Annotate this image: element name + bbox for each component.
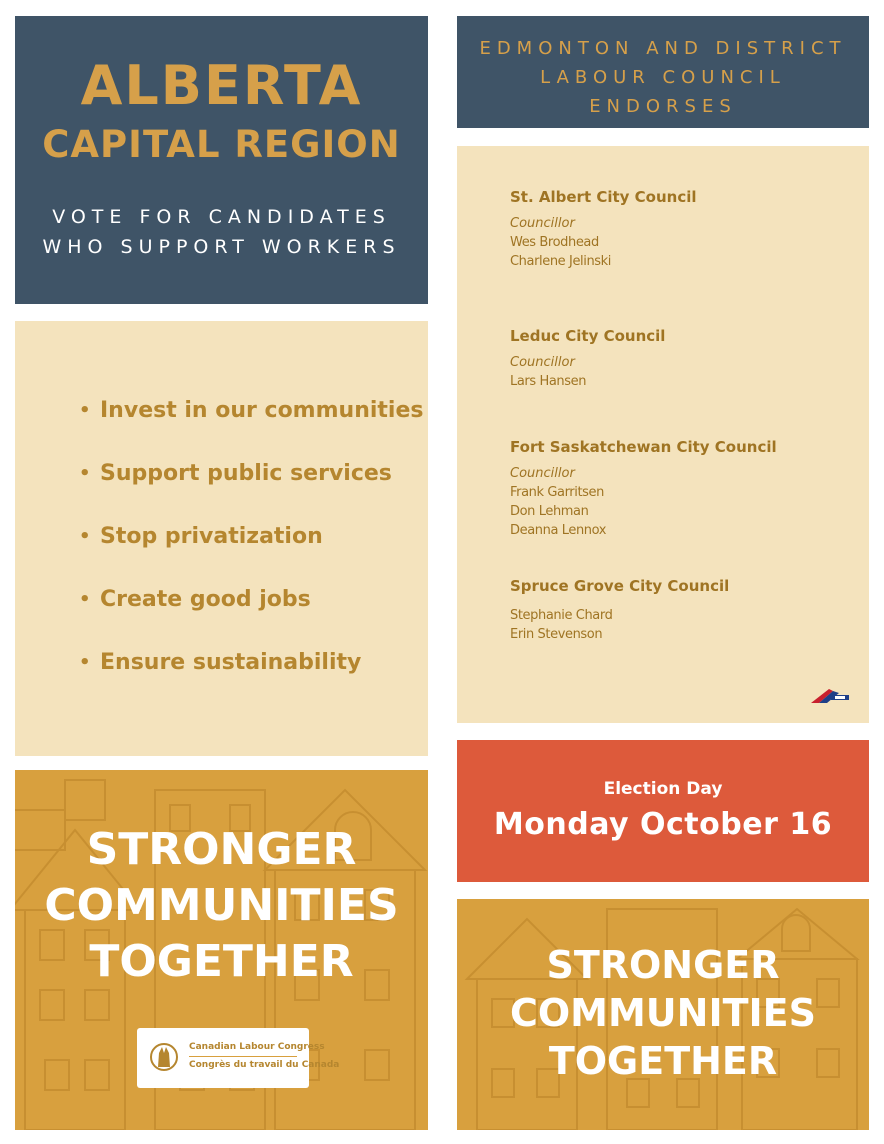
priority-item: • Invest in our communities	[79, 396, 423, 459]
tagline-line-1: VOTE FOR CANDIDATES	[52, 206, 391, 228]
candidate-name: Erin Stevenson	[510, 627, 603, 642]
clc-emblem-icon	[149, 1037, 179, 1077]
priority-item: • Support public services	[79, 459, 423, 522]
election-day-panel	[457, 740, 869, 882]
council-name: Spruce Grove City Council	[510, 577, 730, 595]
bullet: •	[79, 400, 91, 421]
bullet: •	[79, 463, 91, 484]
council-name: Fort Saskatchewan City Council	[510, 438, 777, 456]
council-role: Councillor	[510, 466, 575, 481]
candidate-name: Lars Hansen	[510, 374, 587, 389]
clc-logo	[137, 1028, 340, 1088]
candidate-name: Frank Garritsen	[510, 485, 604, 500]
endorsements-panel	[457, 146, 869, 723]
slogan-text: STRONGER COMMUNITIES TOGETHER	[509, 943, 816, 1083]
candidate-name: Stephanie Chard	[510, 608, 613, 623]
title-line-1: ALBERTA	[80, 54, 363, 117]
tagline-line-2: WHO SUPPORT WORKERS	[42, 236, 401, 258]
council-st-albert	[510, 187, 850, 271]
title-line-2: CAPITAL REGION	[42, 123, 401, 166]
candidate-name: Charlene Jelinski	[510, 254, 612, 269]
clc-name-french: Congrès du travail du Canada	[189, 1060, 340, 1070]
priorities-list	[79, 396, 423, 711]
council-spruce-grove	[510, 576, 850, 644]
clc-divider	[189, 1056, 297, 1057]
council-name: Leduc City Council	[510, 327, 666, 345]
council-name: St. Albert City Council	[510, 188, 697, 206]
candidate-name: Don Lehman	[510, 504, 589, 519]
bullet: •	[79, 589, 91, 610]
priority-item: • Ensure sustainability	[79, 648, 423, 711]
council-role: Councillor	[510, 355, 575, 370]
endorser-line-2: LABOUR COUNCIL	[540, 67, 786, 88]
council-leduc	[510, 326, 850, 391]
clc-name-english: Canadian Labour Congress	[189, 1042, 325, 1052]
slogan-text: STRONGER COMMUNITIES TOGETHER	[44, 824, 399, 987]
priority-item: • Create good jobs	[79, 585, 423, 648]
title-panel	[15, 16, 428, 304]
flag-logo-icon	[809, 685, 851, 707]
election-label: Election Day	[603, 779, 723, 799]
council-role: Councillor	[510, 216, 575, 231]
candidate-name: Deanna Lennox	[510, 523, 607, 538]
election-date: Monday October 16	[493, 807, 833, 842]
bullet: •	[79, 652, 91, 673]
council-fort-saskatchewan	[510, 437, 850, 540]
endorser-line-3: ENDORSES	[589, 96, 737, 117]
bullet: •	[79, 526, 91, 547]
slogan-panel-right	[457, 899, 869, 1130]
slogan-panel-left	[15, 770, 428, 1130]
candidate-name: Wes Brodhead	[510, 235, 599, 250]
endorser-line-1: EDMONTON AND DISTRICT	[479, 38, 847, 59]
priority-item: • Stop privatization	[79, 522, 423, 585]
endorser-panel	[457, 16, 869, 128]
priorities-panel	[15, 321, 428, 756]
